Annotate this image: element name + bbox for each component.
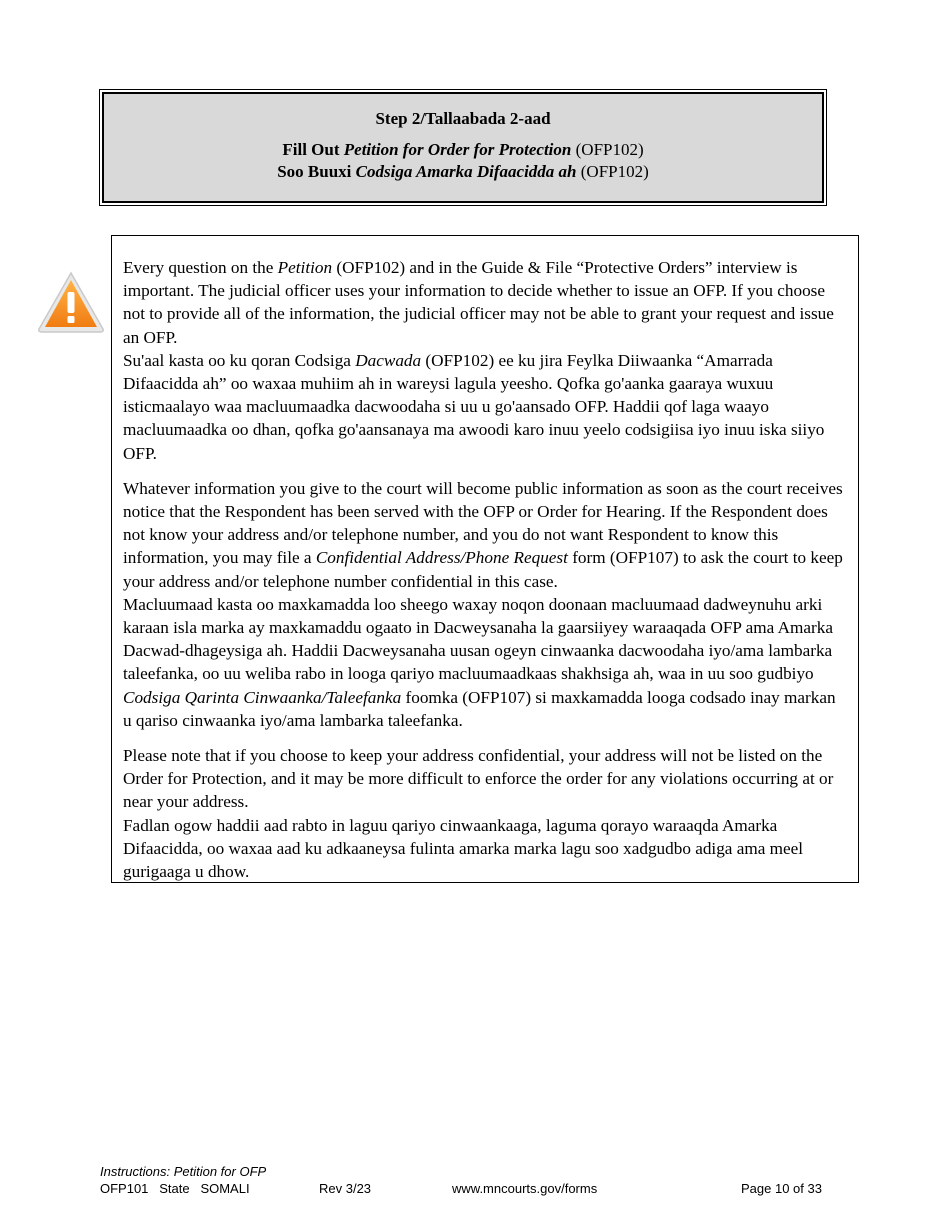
para-2-english	[123, 477, 848, 593]
para-1-english	[123, 256, 848, 349]
step-line1-form: Petition for Order for Protection	[343, 140, 572, 159]
para-2-somali	[123, 593, 848, 732]
para-1-somali	[123, 349, 848, 465]
footer-form-id: OFP101 State SOMALI	[100, 1181, 250, 1196]
step-line2-prefix: Soo Buuxi	[277, 162, 356, 181]
step-line-english	[104, 139, 822, 161]
step-header-inner	[102, 92, 824, 203]
step-line2-code: (OFP102)	[576, 162, 649, 181]
text: Every question on the	[123, 258, 278, 277]
footer-row	[100, 1180, 840, 1197]
step-line1-code: (OFP102)	[571, 140, 644, 159]
text: Su'aal kasta oo ku qoran Codsiga	[123, 350, 356, 370]
instructions-content-box	[111, 235, 859, 883]
footer-title: Instructions: Petition for OFP	[100, 1164, 267, 1179]
text-italic: Confidential Address/Phone Request	[315, 548, 568, 568]
step-line-somali	[104, 161, 822, 183]
step-title: Step 2/Tallaabada 2-aad	[375, 109, 551, 128]
step-line2-form: Codsiga Amarka Difaacidda ah	[355, 162, 577, 181]
step-line1-prefix: Fill Out	[282, 140, 344, 159]
para-3-english: Please note that if you choose to keep your address confidential, your address will not be listed on the Order for Protection, and it may be more difficult to enforce the order for any violations occurring at or near your address.	[123, 746, 834, 812]
footer-url: www.mncourts.gov/forms	[452, 1181, 598, 1196]
text-italic: Codsiga Qarinta Cinwaanka/Taleefanka	[123, 687, 402, 707]
footer-page-number: Page 10 of 33	[741, 1181, 822, 1196]
text-italic: Petition	[277, 258, 333, 277]
page-footer	[100, 1163, 840, 1197]
warning-triangle-icon	[36, 270, 106, 334]
text: (OFP102) ee ku jira Feylka Diiwaanka “Amarrada Difaacidda ah” oo waxaa muhiim ah in wareysi lagula yeesho. Qofka go'aanka gaaraya wuxuu isticmaalayo waa macluumaadka dacwoodaha si uu u go'aansado OFP. Haddii qof laga waayo macluumaadka oo dhan, qofka go'aansanaya ma awoodi karo inuu yeelo codsigiisa iyo inuu iska siiyo OFP.	[123, 350, 825, 463]
step-header-box	[99, 89, 827, 206]
text: foomka (OFP107) si maxkamadda looga codsado inay markan u qariso cinwaanka iyo/ama lambarka taleefanka.	[123, 687, 836, 730]
text: Whatever information you give to the court will become public information as soon as the court receives notice that the Respondent has been served with the OFP or Order for Hearing. If the Respondent does not know your address and/or telephone number, and you do not want Respondent to know this information, you may file a	[123, 478, 843, 568]
text: (OFP102) and in the Guide & File “Protective Orders” interview is important. The judicial officer uses your information to decide whether to issue an OFP. If you choose not to provide all of the information, the judicial officer may not be able to grant your request and issue an OFP.	[123, 258, 834, 347]
text: form (OFP107) to ask the court to keep your address and/or telephone number confidential in this case.	[123, 548, 843, 591]
text: Macluumaad kasta oo maxkamadda loo sheego waxay noqon doonaan macluumaad dadweynuhu arki karaan isla marka ay maxkamaddu ogaato in Dacweysanaha la gaarsiiyey waraaqada OFP ama Amarka Dacwad-dhageysiga ah. Haddii Dacweysanaha uusan ogeyn cinwaanka dacwoodaha iyo/ama lambarka taleefanka, oo uu weliba rabo in looga qariyo macluumaadkaas shakhsiga ah, waa in uu soo gudbiyo	[123, 594, 833, 684]
footer-revision: Rev 3/23	[319, 1181, 372, 1196]
text-italic: Dacwada	[355, 350, 422, 370]
para-3-somali: Fadlan ogow haddii aad rabto in laguu qariyo cinwaankaaga, laguma qorayo waraaqda Amarka Difaacidda, oo waxaa aad ku adkaaneysa fulinta amarka marka lagu soo xadgudbo adiga ama meel gurigaaga u dhow.	[123, 815, 804, 882]
